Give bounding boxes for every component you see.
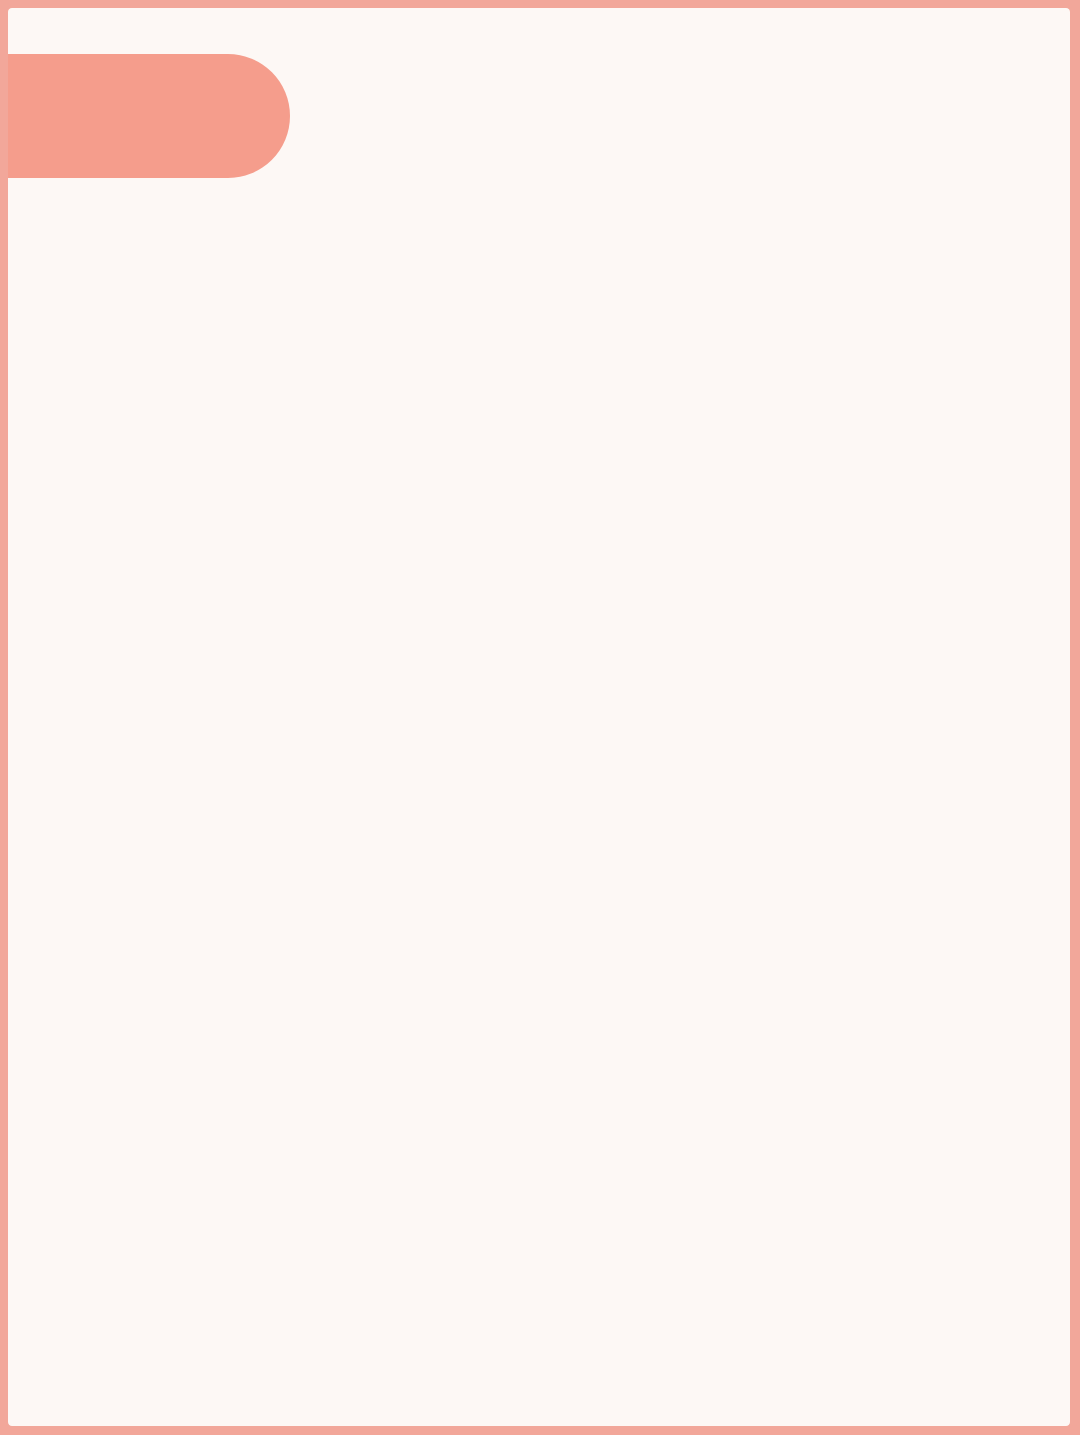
infographic-card [8,8,1070,1426]
category-tag [8,54,290,178]
